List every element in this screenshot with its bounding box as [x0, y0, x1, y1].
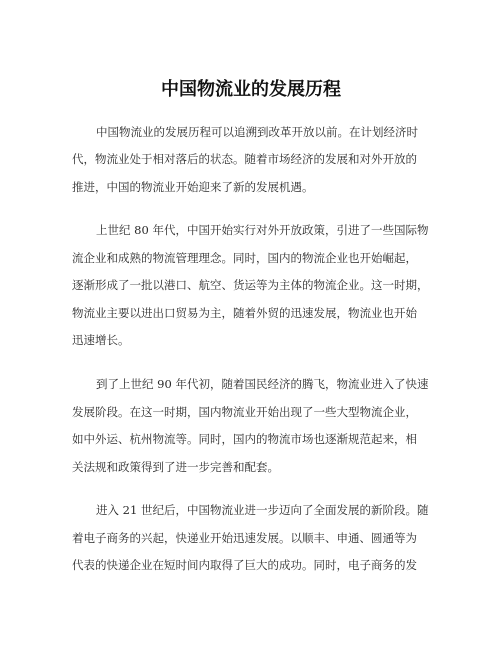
paragraph-3-line-3: 如中外运、杭州物流等。同时，国内的物流市场也逐渐规范起来，相 [72, 432, 417, 446]
paragraph-2-line-5: 迅速增长。 [72, 333, 130, 347]
paragraph-2-line-2: 流企业和成熟的物流管理理念。同时，国内的物流企业也开始崛起， [72, 251, 417, 265]
paragraph-2-line-3: 逐渐形成了一批以港口、航空、货运等为主体的物流企业。这一时期， [72, 278, 429, 292]
paragraph-3-line-2: 发展阶段。在这一时期，国内物流业开始出现了一些大型物流企业， [72, 405, 417, 419]
paragraph-4-line-2: 着电子商务的兴起，快递业开始迅速发展。以顺丰、申通、圆通等为 [72, 531, 417, 545]
paragraph-3-line-1: 到了上世纪 90 年代初，随着国民经济的腾飞，物流业进入了快速 [96, 377, 429, 391]
paragraph-1-line-2: 代，物流业处于相对落后的状态。随着市场经济的发展和对外开放的 [72, 152, 417, 166]
paragraph-2-line-4: 物流业主要以进出口贸易为主，随着外贸的迅速发展，物流业也开始 [72, 306, 417, 320]
paragraph-4-line-1: 进入 21 世纪后，中国物流业进一步迈向了全面发展的新阶段。随 [96, 503, 429, 517]
paragraph-3-line-4: 关法规和政策得到了进一步完善和配套。 [72, 460, 279, 474]
paragraph-1-line-3: 推进，中国的物流业开始迎来了新的发展机遇。 [72, 180, 314, 194]
paragraph-4-line-3: 代表的快递企业在短时间内取得了巨大的成功。同时，电子商务的发 [72, 558, 417, 572]
document-title: 中国物流业的发展历程 [161, 79, 341, 100]
paragraph-2-line-1: 上世纪 80 年代，中国开始实行对外开放政策，引进了一些国际物 [96, 223, 429, 237]
paragraph-1-line-1: 中国物流业的发展历程可以追溯到改革开放以前。在计划经济时 [96, 125, 418, 139]
